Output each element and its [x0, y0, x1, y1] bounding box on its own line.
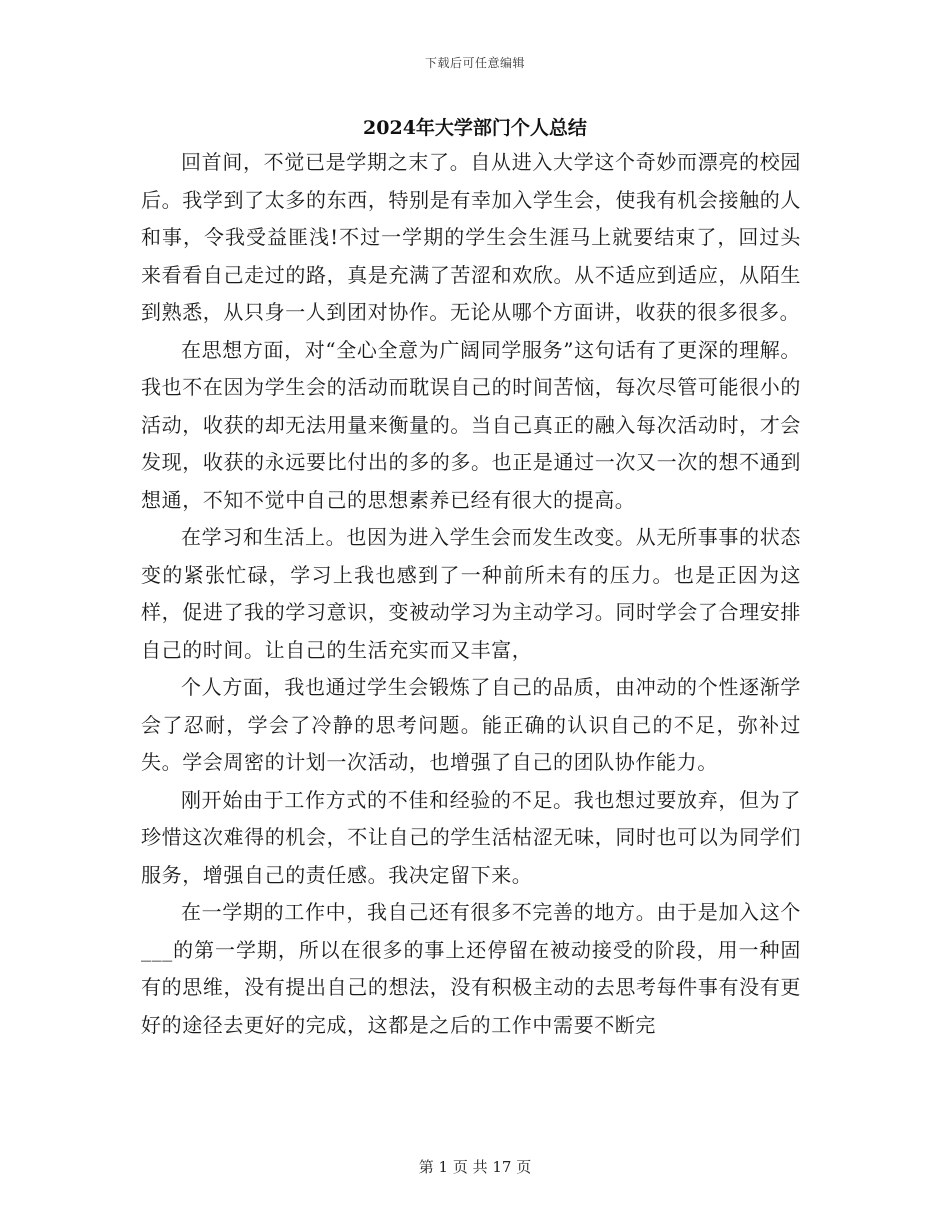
paragraph-4: 个人方面，我也通过学生会锻炼了自己的品质，由冲动的个性逐渐学会了忍耐，学会了冷静的思考问题。能正确的认识自己的不足，弥补过失。学会周密的计划一次活动，也增强了自己的团队协作能力。 — [141, 675, 801, 774]
paragraph-5: 刚开始由于工作方式的不佳和经验的不足。我也想过要放弃，但为了珍惜这次难得的机会，不让自己的学生活枯涩无味，同时也可以为同学们服务，增强自己的责任感。我决定留下来。 — [141, 787, 801, 887]
download-edit-note: 下载后可任意编辑 — [424, 56, 525, 70]
document-body — [141, 144, 801, 1044]
paragraph-2: 在思想方面，对“全心全意为广阔同学服务”这句话有了更深的理解。我也不在因为学生会的活动而耽误自己的时间苦恼，每次尽管可能很小的活动，收获的却无法用量来衡量的。当自己真正的融入每次活动时，才会发现，收获的永远要比付出的多的多。也正是通过一次又一次的想不通到想通，不知不觉中自己的思想素养已经有很大的提高。 — [141, 337, 801, 512]
page-number: 第 1 页 共 17 页 — [418, 1158, 532, 1176]
paragraph-1: 回首间，不觉已是学期之末了。自从进入大学这个奇妙而漂亮的校园后。我学到了太多的东西，特别是有幸加入学生会，使我有机会接触的人和事，令我受益匪浅!不过一学期的学生会生涯马上就要结束了，回过头来看看自己走过的路，真是充满了苦涩和欢欣。从不适应到适应，从陌生到熟悉，从只身一人到团对协作。无论从哪个方面讲，收获的很多很多。 — [141, 150, 801, 324]
paragraph-6: 在一学期的工作中，我自己还有很多不完善的地方。由于是加入这个___的第一学期，所以在很多的事上还停留在被动接受的阶段，用一种固有的思维，没有提出自己的想法，没有积极主动的去思考每件事有没有更好的途径去更好的完成，这都是之后的工作中需要不断完 — [141, 900, 801, 1037]
document-title: 2024年大学部门个人总结 — [363, 117, 587, 139]
paragraph-3: 在学习和生活上。也因为进入学生会而发生改变。从无所事事的状态变的紧张忙碌，学习上我也感到了一种前所未有的压力。也是正因为这样，促进了我的学习意识，变被动学习为主动学习。同时学会了合理安排自己的时间。让自己的生活充实而又丰富， — [141, 525, 801, 662]
